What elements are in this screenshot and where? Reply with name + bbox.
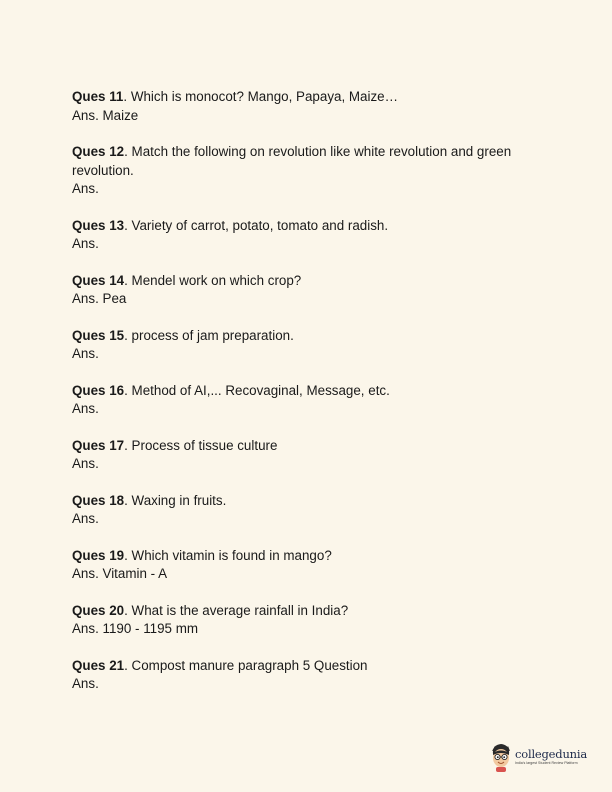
- question-item: [72, 143, 542, 199]
- question-item: [72, 657, 542, 694]
- question-number: Ques 16: [72, 382, 125, 398]
- question-number: Ques 13: [72, 217, 125, 233]
- answer-line: Ans. Pea: [72, 291, 127, 306]
- collegedunia-logo: [490, 742, 587, 772]
- answer-line: Ans.: [72, 511, 99, 526]
- question-line: [72, 437, 542, 456]
- question-item: [72, 602, 542, 639]
- question-number: Ques 17: [72, 437, 125, 453]
- question-number: Ques 18: [72, 492, 125, 508]
- question-line: [72, 327, 542, 346]
- question-number: Ques 14: [72, 272, 125, 288]
- question-text: . Mendel work on which crop?: [124, 272, 302, 288]
- question-number: Ques 19: [72, 547, 125, 563]
- question-line: [72, 272, 542, 291]
- question-number: Ques 15: [72, 327, 125, 343]
- logo-name: collegedunia: [515, 747, 588, 761]
- question-item: [72, 547, 542, 584]
- question-line: [72, 382, 542, 401]
- question-line: [72, 217, 542, 236]
- question-number: Ques 21: [72, 657, 125, 673]
- answer-line: Ans. Vitamin - A: [72, 566, 168, 581]
- question-line: [72, 143, 542, 180]
- question-text: . Waxing in fruits.: [124, 492, 227, 508]
- question-text: . Compost manure paragraph 5 Question: [124, 657, 368, 673]
- answer-line: Ans.: [72, 181, 99, 196]
- question-number: Ques 11: [72, 89, 124, 104]
- question-number: Ques 12: [72, 144, 125, 159]
- question-number: Ques 20: [72, 602, 125, 618]
- question-item: [72, 88, 542, 125]
- question-line: [72, 88, 542, 107]
- answer-line: Ans.: [72, 456, 99, 471]
- question-item: [72, 382, 542, 419]
- answer-line: Ans.: [72, 676, 99, 691]
- question-text: . Method of AI,... Recovaginal, Message, etc.: [124, 382, 390, 398]
- answer-line: Ans.: [72, 236, 99, 251]
- question-text: . Process of tissue culture: [124, 437, 278, 453]
- question-item: [72, 272, 542, 309]
- question-line: [72, 602, 542, 621]
- question-line: [72, 657, 542, 676]
- answer-line: Ans.: [72, 401, 99, 416]
- question-text: . What is the average rainfall in India?: [124, 602, 349, 618]
- answer-line: Ans. 1190 - 1195 mm: [72, 621, 199, 636]
- question-line: [72, 492, 542, 511]
- question-item: [72, 327, 542, 364]
- question-line: [72, 547, 542, 566]
- question-text: . Which vitamin is found in mango?: [124, 547, 332, 563]
- logo-tagline: India's largest Student Review Platform: [515, 761, 578, 765]
- question-list: [72, 88, 542, 712]
- question-text: . Variety of carrot, potato, tomato and radish.: [124, 217, 389, 233]
- question-item: [72, 217, 542, 254]
- question-item: [72, 492, 542, 529]
- question-text: . process of jam preparation.: [124, 327, 294, 343]
- mascot-face-icon: [490, 742, 512, 772]
- question-text: . Match the following on revolution like white revolution and green revolution.: [72, 144, 512, 178]
- answer-line: Ans.: [72, 346, 99, 361]
- answer-line: Ans. Maize: [72, 107, 139, 123]
- question-item: [72, 437, 542, 474]
- question-text: . Which is monocot? Mango, Papaya, Maize…: [123, 89, 399, 104]
